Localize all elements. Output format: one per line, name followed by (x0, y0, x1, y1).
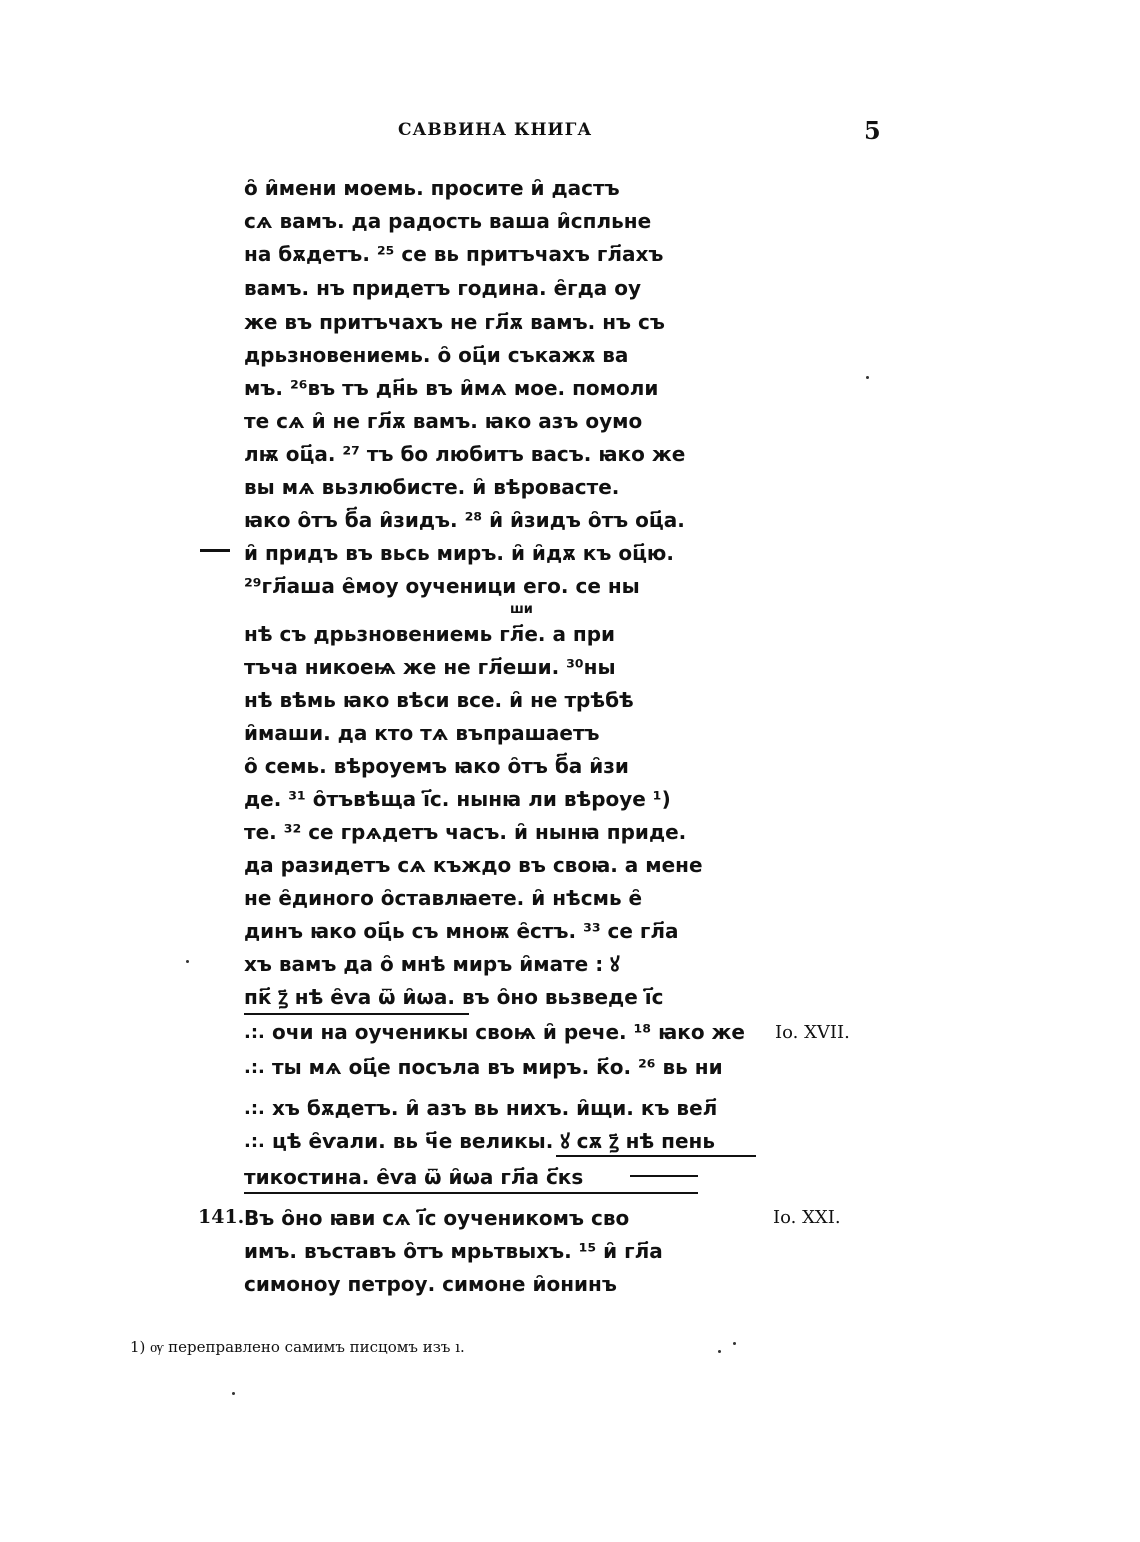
ink-speck (866, 376, 869, 379)
text-line-19: де. ³¹ о̑тъвѣща і҃с. нынꙗ ли вѣроуе ¹) (244, 787, 671, 811)
margin-dash (200, 549, 230, 552)
text-line-5: же въ притъчахъ не гл҃ѫ вамъ. нъ съ (244, 310, 665, 334)
text-line-13: ²⁹гл҃аша е̑моу оученици его. се ны (244, 574, 640, 598)
section-number: 141. (198, 1206, 245, 1228)
ink-speck (232, 1392, 235, 1395)
interlinear-correction: ши (510, 602, 533, 617)
running-header-title: САВВИНА КНИГА (398, 120, 593, 140)
reference-io-17: Io. XVII. (775, 1022, 850, 1043)
text-line-7: мъ. ²⁶въ тъ дн҃ь въ и̑мѧ мое. помоли (244, 376, 659, 400)
text-line-28: хъ бѫдетъ. и̑ азъ вь нихъ. и̑щи. къ вел҃ (272, 1096, 718, 1120)
text-line-9: лѭ оц҃а. ²⁷ тъ бо любитъ васъ. ꙗко же (244, 442, 686, 466)
text-line-24: хъ вамъ да о̑ мнѣ миръ и̑мате : ꙋ (244, 952, 620, 976)
ink-speck (718, 1350, 721, 1353)
margin-marker-3: .:. (244, 1098, 265, 1119)
text-line-3: на бѫдетъ. ²⁵ се вь притъчахъ гл҃ахъ (244, 242, 664, 266)
text-line-22: не е̑диного о̑ставлꙗете. и̑ нѣсмь е̑ (244, 886, 643, 910)
text-line-16: нѣ вѣмь ꙗко вѣси все. и̑ не трѣбѣ (244, 688, 634, 712)
text-line-15: тъча никоеѩ же не гл҃еши. ³⁰ны (244, 655, 616, 679)
text-line-30: тикостина. е̑ѵа ѿ и̑ѡа гл҃а с҃кѕ (244, 1165, 584, 1189)
text-line-26: очи на оученикы своѩ и̑ рече. ¹⁸ ꙗко же (272, 1020, 745, 1044)
text-line-4: вамъ. нъ придетъ година. е̑гда оу (244, 276, 641, 300)
margin-marker-4: .:. (244, 1131, 265, 1152)
text-line-10: вы мѧ вьзлюбисте. и̑ вѣровасте. (244, 475, 620, 499)
ink-speck (733, 1342, 736, 1345)
underline-rule-2 (556, 1155, 756, 1157)
text-line-33: симоноу петроу. симоне и̑онинъ (244, 1272, 617, 1296)
text-line-20: те. ³² се грѧдетъ часъ. и̑ нынꙗ приде. (244, 820, 687, 844)
end-line-rule (630, 1175, 698, 1177)
text-line-11: ꙗко о̑тъ б҃а и̑зидъ. ²⁸ и̑ и̑зидъ о̑тъ оц҃а. (244, 508, 685, 532)
text-line-27: ты мѧ оц҃е посъла въ миръ. к҃о. ²⁶ вь ни (272, 1055, 723, 1079)
text-line-29: цѣ е̑ѵали. вь ч҃е великы. ꙋ сѫ ꙁ҃ нѣ пень (272, 1129, 715, 1153)
text-line-23: динъ ꙗко оц҃ь съ мноѭ е̑стъ. ³³ се гл҃а (244, 919, 679, 943)
text-line-25: пк҃ ꙁ҃ нѣ е̑ѵа ѿ и̑ѡа. въ о̑но вьзведе і҃с (244, 985, 664, 1009)
page-number: 5 (864, 116, 881, 145)
text-line-21: да разидетъ сѧ къждо въ своꙗ. а мене (244, 853, 703, 877)
underline-rule-3 (244, 1192, 698, 1194)
ink-speck (186, 960, 189, 963)
margin-marker-2: .:. (244, 1057, 265, 1078)
text-line-18: о̑ семь. вѣроуемъ ꙗко о̑тъ б҃а и̑зи (244, 754, 629, 778)
text-line-31: Въ о̑но ꙗви сѧ і҃с оученикомъ сво (244, 1206, 630, 1230)
text-line-6: дрьзновениемь. о̑ оц҃и съкажѫ ва (244, 343, 629, 367)
text-line-1: о̑ и̑мени моемь. просите и̑ дастъ (244, 176, 620, 200)
text-line-17: и̑маши. да кто тѧ въпрашаетъ (244, 721, 600, 745)
text-line-12: и̑ придъ въ вьсь миръ. и̑ и̑дѫ къ оц҃ю. (244, 541, 674, 565)
text-line-8: те сѧ и̑ не гл҃ѫ вамъ. ꙗко азъ оумо (244, 409, 643, 433)
text-line-14: нѣ съ дрьзновениемь гл҃е. а при (244, 622, 616, 646)
text-line-2: сѧ вамъ. да радость ваша и̑спльне (244, 209, 652, 233)
text-line-32: имъ. въставъ о̑тъ мрьтвыхъ. ¹⁵ и̑ гл҃а (244, 1239, 663, 1263)
footnote: 1) ѹ переправлено самимъ писцомъ изъ ı. (130, 1338, 465, 1356)
margin-marker-1: .:. (244, 1022, 265, 1043)
reference-io-21: Io. XXI. (773, 1207, 841, 1228)
underline-rule-1 (244, 1013, 469, 1015)
